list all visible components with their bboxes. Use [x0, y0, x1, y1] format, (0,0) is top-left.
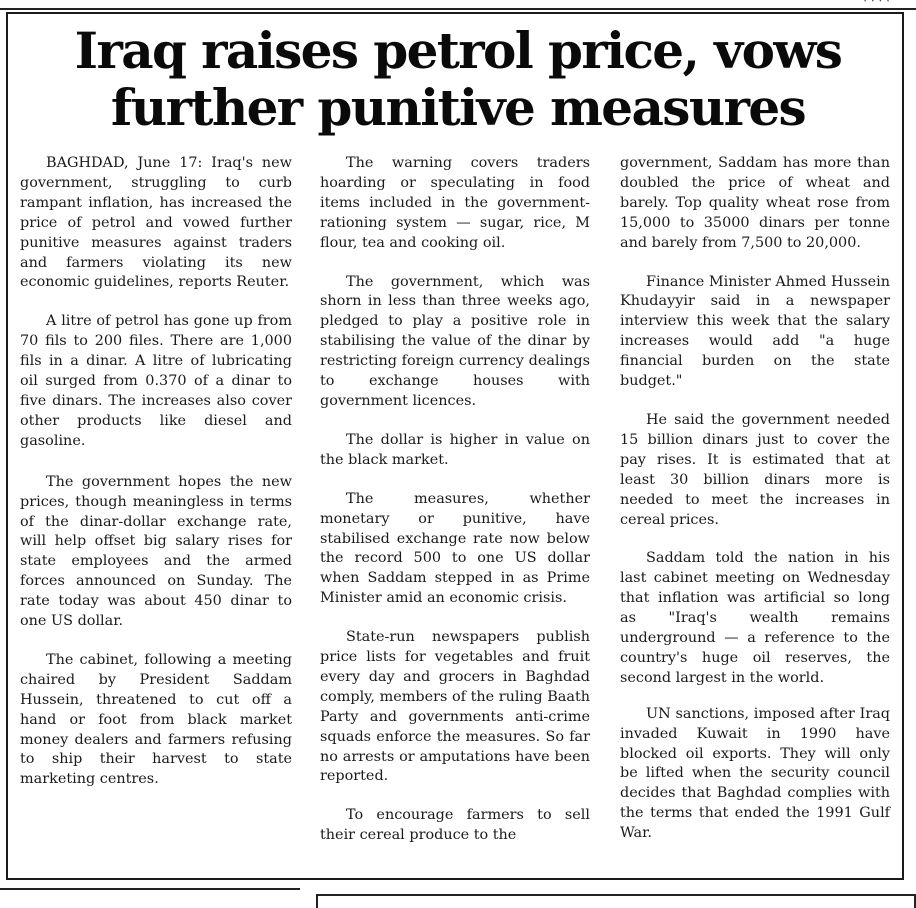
paragraph: UN sanctions, imposed after Iraq invaded Kuwait in 1990 have blocked oil exports. They will only be lifted when the security council decides that Baghdad complies with the terms that ended the 1991 Gulf War.	[620, 705, 890, 842]
paragraph: The government hopes the new prices, though meaningless in terms of the dinar-dollar exchange rate, will help offset big salary rises for state employees and the armed forces announced on Sunday. The rate today was about 450 dinar to one US dollar.	[20, 473, 292, 630]
paragraph: The government, which was shorn in less than three weeks ago, pledged to play a positive role in stabilising the value of the dinar by restricting foreign currency dealings to exchange houses with government licences.	[320, 273, 590, 409]
paragraph: The measures, whether monetary or punitive, have stabilised exchange rate now below the record 500 to one US dollar when Saddam stepped in as Prime Minister amid an economic crisis.	[320, 490, 590, 607]
paragraph: The cabinet, following a meeting chaired by President Saddam Hussein, threatened to cut off a hand or foot from black market money dealers and farmers refusing to ship their harvest to state marketing centres.	[20, 651, 292, 788]
paragraph: government, Saddam has more than doubled the price of wheat and barely. Top quality wheat rose from 15,000 to 35000 dinars per tonne and barely from 7,500 to 20,000.	[620, 155, 890, 251]
paragraph: BAGHDAD, June 17: Iraq's new government, struggling to curb rampant inflation, has increased the price of petrol and vowed further punitive measures against traders and farmers violating its new economic guidelines, reports Reuter.	[20, 155, 292, 291]
top-corner-text: · · · ·	[863, 0, 890, 8]
article-column-1	[20, 154, 292, 809]
headline: Iraq raises petrol price, vows further punitive measures	[74, 21, 842, 137]
page-top-rule	[0, 8, 916, 10]
paragraph: Saddam told the nation in his last cabinet meeting on Wednesday that inflation was artificial so long as "Iraq's wealth remains underground — a reference to the country's huge oil reserves, the second largest in the world.	[620, 550, 890, 686]
article-column-2	[320, 154, 590, 865]
paragraph: The warning covers traders hoarding or speculating in food items included in the government-rationing system — sugar, rice, M flour, tea and cooking oil.	[320, 155, 590, 251]
article-column-3	[620, 154, 890, 863]
paragraph: To encourage farmers to sell their cereal produce to the	[320, 807, 590, 844]
paragraph: A litre of petrol has gone up from 70 fils to 200 files. There are 1,000 fils in a dinar. A litre of lubricating oil surged from 0.370 of a dinar to five dinars. The increases also cover other products like diesel and gasoline.	[20, 313, 292, 449]
paragraph: The dollar is higher in value on the black market.	[320, 431, 590, 468]
paragraph: Finance Minister Ahmed Hussein Khudayyir said in a newspaper interview this week that the salary increases would add "a huge financial burden on the state budget."	[620, 273, 890, 390]
paragraph: State-run newspapers publish price lists for vegetables and fruit every day and grocers in Baghdad comply, members of the ruling Baath Party and governments anti-crime squads enforce the measures. So far no arrests or amputations have been reported.	[320, 629, 590, 785]
paragraph: He said the government needed 15 billion dinars just to cover the pay rises. It is estimated that at least 30 billion dinars more is needed to meet the increases in cereal prices.	[620, 411, 890, 528]
bottom-rule	[0, 888, 300, 890]
